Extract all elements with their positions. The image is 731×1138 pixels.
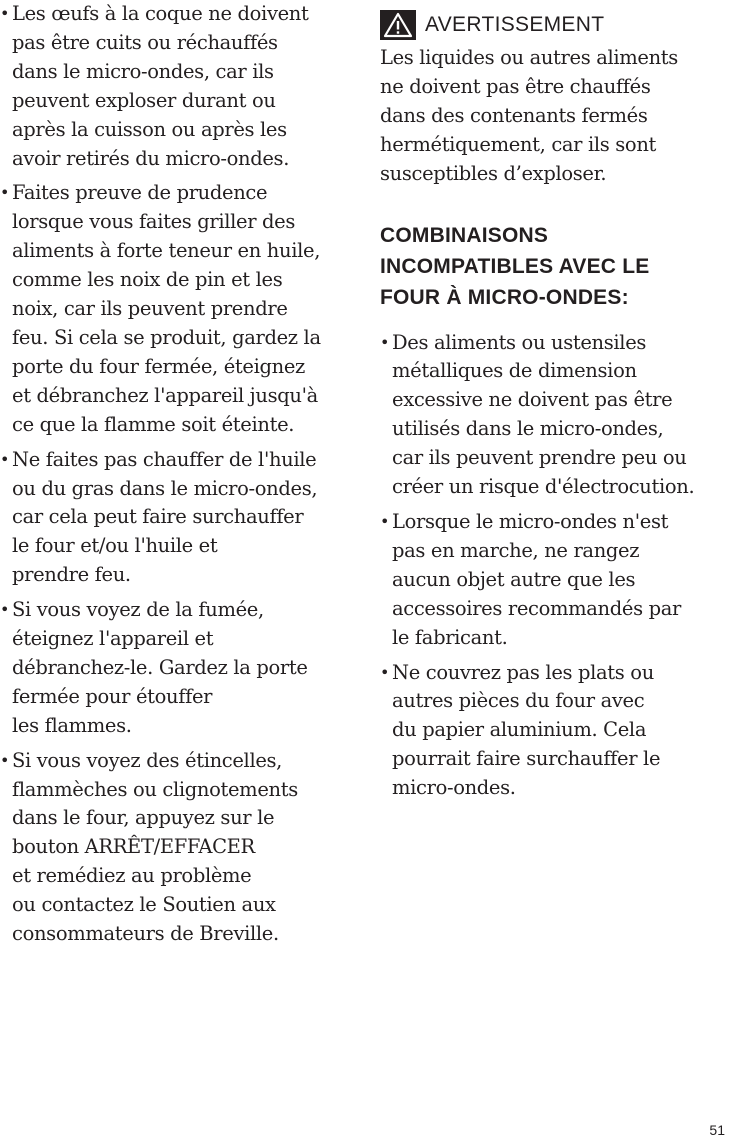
section-heading: COMBINAISONS INCOMPATIBLES AVEC LE FOUR À MICRO-ONDES:: [380, 223, 650, 309]
warning-header: [380, 6, 725, 44]
right-safety-list: [380, 329, 725, 804]
warning-text: Les liquides ou autres aliments ne doivent pas être chauffés dans des contenants fermés hermétiquement, car ils sont susceptibles d’exploser.: [380, 46, 678, 185]
list-item: • Ne faites pas chauffer de l'huile ou du gras dans le micro-ondes, car cela peut faire surchauffer le four et/ou l'huile et prendre feu.: [0, 446, 352, 591]
warning-triangle-icon: [380, 10, 416, 40]
left-safety-list: [0, 0, 352, 949]
list-item: • Ne couvrez pas les plats ou autres pièces du four avec du papier aluminium. Cela pourrait faire surchauffer le micro-ondes.: [380, 659, 725, 804]
list-item: • Lorsque le micro-ondes n'est pas en marche, ne rangez aucun objet autre que les accessoires recommandés par le fabricant.: [380, 508, 725, 653]
list-item: • Si vous voyez de la fumée, éteignez l'appareil et débranchez-le. Gardez la porte fermée pour étouffer les flammes.: [0, 596, 352, 741]
list-item: • Faites preuve de prudence lorsque vous faites griller des aliments à forte teneur en huile, comme les noix de pin et les noix, car ils peuvent prendre feu. Si cela se produit, gardez la porte du four fermée, éteignez et débranchez l'appareil jusqu'à ce que la flamme soit éteinte.: [0, 179, 352, 439]
list-item: • Si vous voyez des étincelles, flammèches ou clignotements dans le four, appuyez sur le bouton ARRÊT/EFFACER et remédiez au problème ou contactez le Soutien aux consommateurs de Breville.: [0, 747, 352, 949]
page-number: 51: [709, 1122, 725, 1138]
left-column: [0, 0, 352, 955]
list-item: • Des aliments ou ustensiles métalliques de dimension excessive ne doivent pas être utilisés dans le micro-ondes, car ils peuvent prendre peu ou créer un risque d'électrocution.: [380, 329, 725, 502]
list-item: • Les œufs à la coque ne doivent pas être cuits ou réchauffés dans le micro-ondes, car ils peuvent exploser durant ou après la cuisson ou après les avoir retirés du micro-ondes.: [0, 0, 352, 173]
warning-title: AVERTISSEMENT: [425, 13, 605, 36]
right-column: [380, 0, 725, 809]
